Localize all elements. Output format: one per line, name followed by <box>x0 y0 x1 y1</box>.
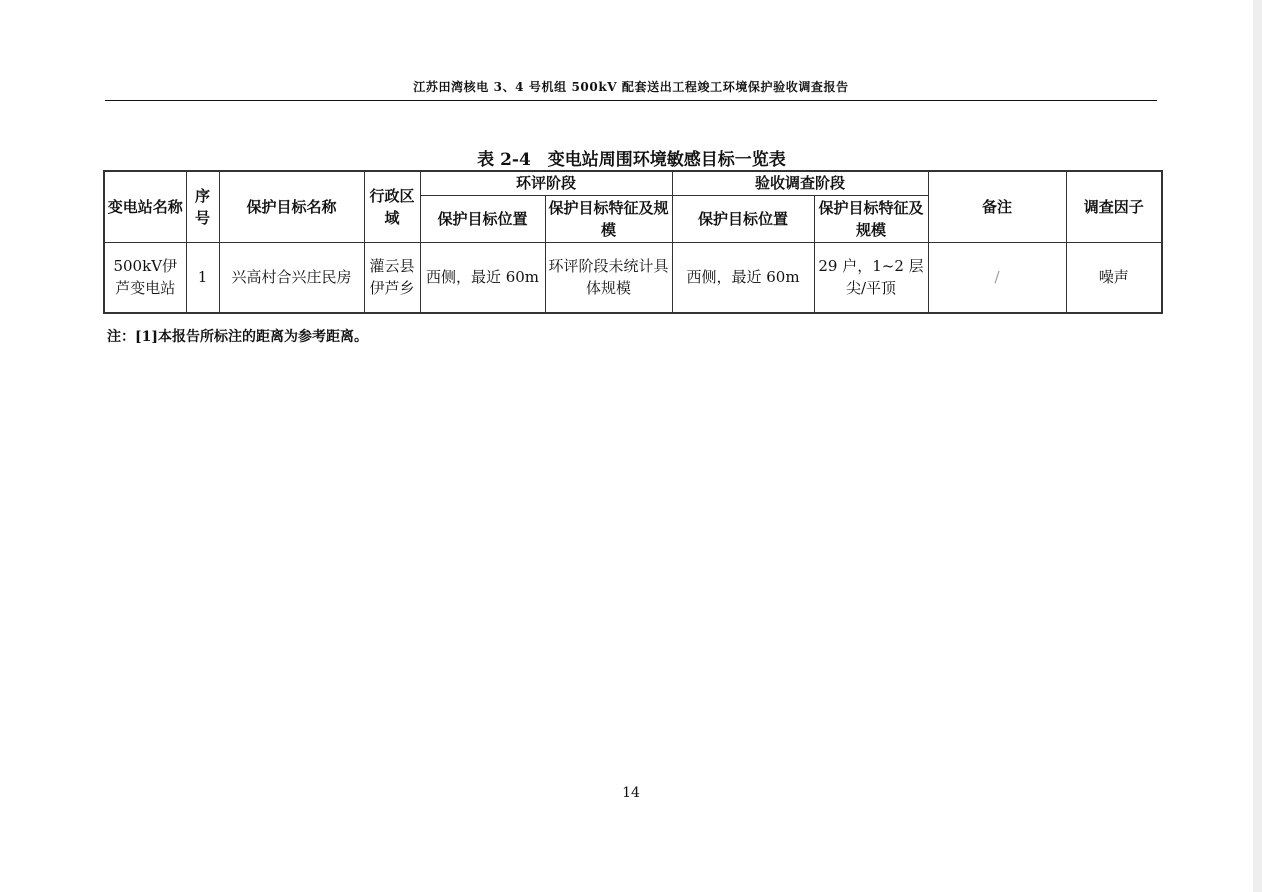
table-row <box>104 242 1162 313</box>
header-seq: 序号 <box>186 171 219 242</box>
cell-eia-features: 环评阶段未统计具体规模 <box>545 242 672 313</box>
header-factor: 调查因子 <box>1066 171 1162 242</box>
header-acceptance-stage: 验收调查阶段 <box>672 171 928 195</box>
header-eia-stage: 环评阶段 <box>420 171 672 195</box>
header-admin-area: 行政区域 <box>364 171 420 242</box>
cell-target: 兴高村合兴庄民房 <box>219 242 364 313</box>
page-number: 14 <box>622 785 640 801</box>
header-eia-position: 保护目标位置 <box>420 195 545 242</box>
header-acceptance-position: 保护目标位置 <box>672 195 814 242</box>
cell-station: 500kV伊芦变电站 <box>104 242 186 313</box>
header-acceptance-features: 保护目标特征及规模 <box>814 195 928 242</box>
table-title: 表 2-4 变电站周围环境敏感目标一览表 <box>477 150 786 170</box>
cell-area: 灌云县伊芦乡 <box>364 242 420 313</box>
cell-acceptance-features: 29 户，1~2 层尖/平顶 <box>814 242 928 313</box>
table-note: 注：[1]本报告所标注的距离为参考距离。 <box>107 329 368 345</box>
cell-factor: 噪声 <box>1066 242 1162 313</box>
page-right-edge <box>1253 0 1262 892</box>
header-eia-features: 保护目标特征及规模 <box>545 195 672 242</box>
running-header: 江苏田湾核电 3、4 号机组 500kV 配套送出工程竣工环境保护验收调查报告 <box>413 80 849 94</box>
header-rule <box>105 100 1157 101</box>
cell-remarks: / <box>928 242 1066 313</box>
sensitive-targets-table <box>103 170 1163 314</box>
cell-seq: 1 <box>186 242 219 313</box>
header-station-name: 变电站名称 <box>104 171 186 242</box>
header-remarks: 备注 <box>928 171 1066 242</box>
cell-acceptance-position: 西侧，最近 60m <box>672 242 814 313</box>
cell-eia-position: 西侧，最近 60m <box>420 242 545 313</box>
header-target-name: 保护目标名称 <box>219 171 364 242</box>
